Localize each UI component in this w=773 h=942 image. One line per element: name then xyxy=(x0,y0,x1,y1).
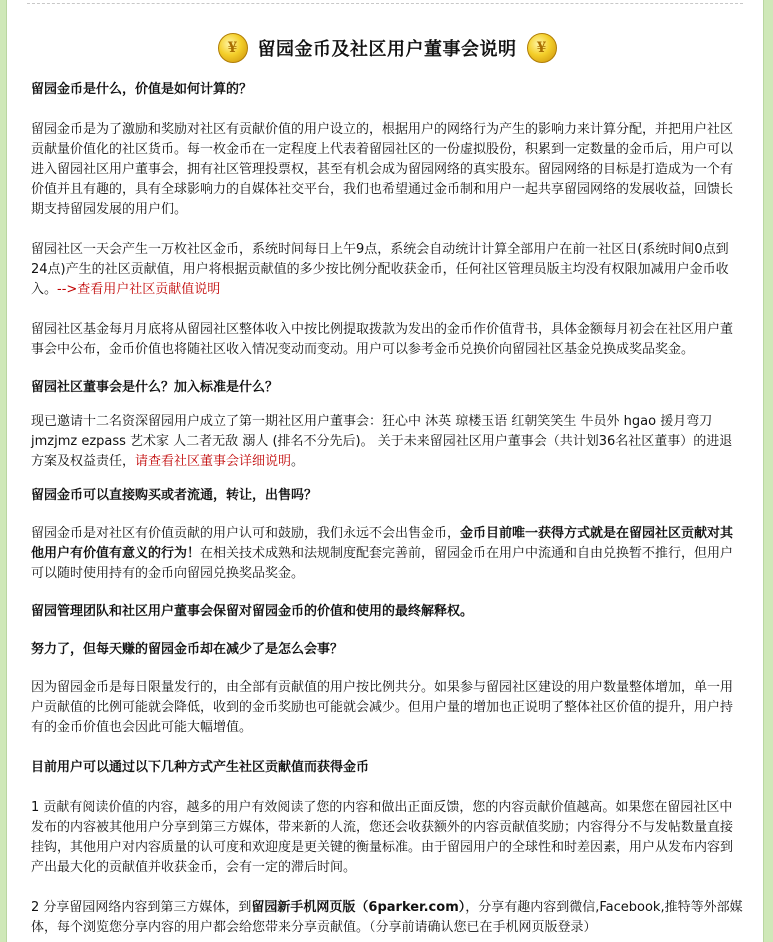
gold-coin-icon: ¥ xyxy=(527,33,557,63)
paragraph-text: 现已邀请十二名资深留园用户成立了第一期社区用户董事会：狂心中 沐英 琼楼玉语 红朝笑笑生 牛员外 hgao 援月弯刀 jmzjmz ezpass 艺术家 人二者无敌 溺人 (排名不分先后)。 关于未来留园社区用户董事会（共计划36名社区董事）的进退方案及权益责任， xyxy=(31,414,733,469)
section-heading: 留园社区董事会是什么？加入标准是什么？ xyxy=(31,380,279,395)
section-heading: 留园金币可以直接购买或者流通，转让，出售吗？ xyxy=(31,488,318,503)
document-body xyxy=(31,80,743,938)
paragraph-text: 留园金币是对社区有价值贡献的用户认可和鼓励，我们永远不会出售金币， xyxy=(31,526,461,541)
final-interpretation-note: 留园管理团队和社区用户董事会保留对留园金币的价值和使用的最终解释权。 xyxy=(31,604,474,619)
emphasis-text: 金币目前唯一获得方式就是在留园社区贡献对其他用户有价值有意义的行为！ xyxy=(31,526,734,561)
gold-coin-icon: ¥ xyxy=(218,33,248,63)
paragraph-text: 在相关技术成熟和法规制度配套完善前，留园金币在用户中流通和自由兑换暂不推行，但用户可以随时使用持有的金币向留园兑换奖品奖金。 xyxy=(31,546,734,581)
list-item xyxy=(31,898,743,938)
paragraph-text: 2 分享留园网络内容到第三方媒体，到 xyxy=(31,900,252,915)
page-title: 留园金币及社区用户董事会说明 xyxy=(257,39,517,60)
section-heading: 目前用户可以通过以下几种方式产生社区贡献值而获得金币 xyxy=(31,760,370,775)
mobile-site-link[interactable]: 留园新手机网页版（6parker.com） xyxy=(251,900,466,915)
paragraph xyxy=(31,524,743,584)
section-heading: 努力了，但每天赚的留园金币却在减少了是怎么会事？ xyxy=(31,642,344,657)
paragraph-text: ，分享有趣内容到微信,Facebook,推特等外部媒体，每个浏览您分享内容的用户都会给您带来分享贡献值。（分享前请确认您已在手机网页版登录） xyxy=(31,900,743,935)
paragraph: 留园金币是为了激励和奖励对社区有贡献价值的用户设立的，根据用户的网络行为产生的影响力来计算分配，并把用户社区贡献量价值化的社区货币。每一枚金币在一定程度上代表着留园社区的一份虚拟股份，积累到一定数量的金币后，用户可以进入留园社区用户董事会，拥有社区管理投票权，甚至有机会成为留园网络的真实股东。留园网络的目标是打造成为一个有价值并且有趣的，具有全球影响力的自媒体社交平台，我们也希望通过金币制和用户一起共享留园网络的发展收益，回馈长期支持留园发展的用户们。 xyxy=(31,122,734,217)
paragraph xyxy=(31,412,743,472)
contribution-info-link[interactable]: -->查看用户社区贡献值说明 xyxy=(57,282,221,297)
title-row xyxy=(31,8,743,88)
document-page xyxy=(6,0,764,942)
list-item: 1 贡献有阅读价值的内容，越多的用户有效阅读了您的内容和做出正面反馈，您的内容贡献价值越高。如果您在留园社区中发布的内容被其他用户分享到第三方媒体，带来新的人流，您还会收获额外的内容贡献值奖励；内容得分不与发帖数量直接挂钩，其他用户对内容质量的认可度和欢迎度是更关键的衡量标准。由于留园用户的全球性和时差因素，用户从发布内容到产出最大化的贡献值并收获金币，会有一定的滞后时间。 xyxy=(31,800,734,875)
paragraph-text: 。 xyxy=(291,454,305,469)
paragraph xyxy=(31,240,743,300)
paragraph: 因为留园金币是每日限量发行的，由全部有贡献值的用户按比例共分。如果参与留园社区建设的用户数量整体增加，单一用户贡献值的比例可能就会降低，收到的金币奖励也可能就会减少。但用户量的增加也正说明了整体社区价值的提升，用户持有的金币价值也会因此可能大幅增值。 xyxy=(31,680,734,735)
board-details-link[interactable]: 请查看社区董事会详细说明 xyxy=(135,454,292,469)
section-heading: 留园金币是什么，价值是如何计算的？ xyxy=(31,82,253,97)
paragraph: 留园社区基金每月月底将从留园社区整体收入中按比例提取拨款为发出的金币作价值背书，具体金额每月初会在社区用户董事会中公布，金币价值也将随社区收入情况变动而变动。用户可以参考金币兑换价向留园社区基金兑换成奖品奖金。 xyxy=(31,322,734,357)
paragraph-text: 留园社区一天会产生一万枚社区金币，系统时间每日上午9点，系统会自动统计计算全部用户在前一社区日(系统时间0点到24点)产生的社区贡献值，用户将根据贡献值的多少按比例分配收获金币，任何社区管理员版主均没有权限加减用户金币收入。 xyxy=(31,242,729,297)
top-dashed-divider xyxy=(27,3,743,4)
